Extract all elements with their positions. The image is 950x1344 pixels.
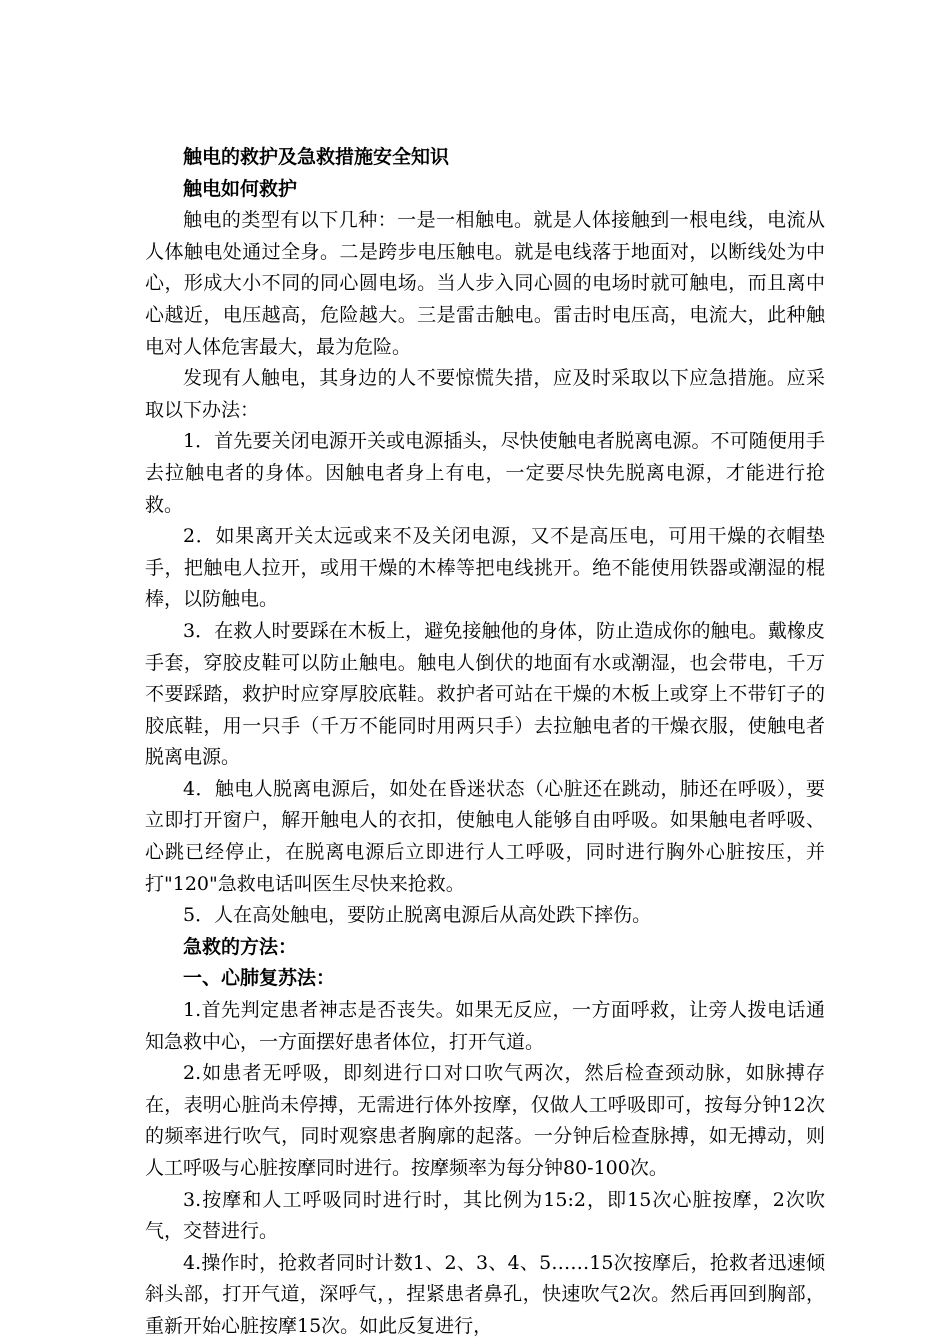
list-item-step-4: 4．触电人脱离电源后，如处在昏迷状态（心脏还在跳动，肺还在呼吸），要立即打开窗户，解开触电人的衣扣，使触电人能够自由呼吸。如果触电者呼吸、心跳已经停止，在脱离电源后立即进行人工呼吸，同时进行胸外心脏按压，并打"120"急救电话叫医生尽快来抢救。 [145,777,825,895]
list-item-cpr-1: 1.首先判定患者神志是否丧失。如果无反应，一方面呼救，让旁人拨电话通知急救中心，一方面摆好患者体位，打开气道。 [145,999,825,1053]
list-item-step-3: 3．在救人时要踩在木板上，避免接触他的身体，防止造成你的触电。戴橡皮手套，穿胶皮鞋可以防止触电。触电人倒伏的地面有水或潮湿，也会带电，千万不要踩踏，救护时应穿厚胶底鞋。救护者可站在干燥的木板上或穿上不带钉子的胶底鞋，用一只手（千万不能同时用两只手）去拉触电者的干燥衣服，使触电者脱离电源。 [145,619,825,769]
section-heading-rescue: 触电如何救护 [183,177,298,200]
list-item-cpr-3: 3.按摩和人工呼吸同时进行时，其比例为15:2，即15次心脏按摩，2次吹气，交替进行。 [145,1188,825,1243]
paragraph-emergency-measures: 发现有人触电，其身边的人不要惊慌失措，应及时采取以下应急措施。应采取以下办法： [145,367,825,421]
paragraph-electrocution-types: 触电的类型有以下几种：一是一相触电。就是人体接触到一根电线，电流从人体触电处通过全身。二是跨步电压触电。就是电线落于地面对，以断线处为中心，形成大小不同的同心圆电场。当人步入同心圆的电场时就可触电，而且离中心越近，电压越高，危险越大。三是雷击触电。雷击时电压高，电流大，此种触电对人体危害最大，最为危险。 [145,209,825,358]
list-item-step-1: 1．首先要关闭电源开关或电源插头，尽快使触电者脱离电源。不可随便用手去拉触电者的身体。因触电者身上有电，一定要尽快先脱离电源，才能进行抢救。 [145,430,825,516]
subheading-cpr: 一、心肺复苏法： [183,967,336,990]
document-page [145,142,825,1343]
list-item-cpr-4: 4.操作时，抢救者同时计数1、2、3、4、5……15次按摩后，抢救者迅速倾斜头部，打开气道，深呼气，，捏紧患者鼻孔，快速吹气2次。然后再回到胸部，重新开始心脏按摩15次。如此反复进行， [145,1251,825,1337]
list-item-cpr-2: 2.如患者无呼吸，即刻进行口对口吹气两次，然后检查颈动脉，如脉搏存在，表明心脏尚未停搏，无需进行体外按摩，仅做人工呼吸即可，按每分钟12次的频率进行吹气，同时观察患者胸廓的起落。一分钟后检查脉搏，如无搏动，则人工呼吸与心脏按摩同时进行。按摩频率为每分钟80-100次。 [145,1062,825,1179]
document-title: 触电的救护及急救措施安全知识 [183,146,450,168]
list-item-step-2: 2．如果离开关太远或来不及关闭电源，又不是高压电，可用干燥的衣帽垫手，把触电人拉开，或用干燥的木棒等把电线挑开。绝不能使用铁器或潮湿的棍棒，以防触电。 [145,525,825,611]
section-heading-first-aid: 急救的方法： [183,935,298,958]
list-item-step-5: 5．人在高处触电，要防止脱离电源后从高处跌下摔伤。 [183,904,652,927]
